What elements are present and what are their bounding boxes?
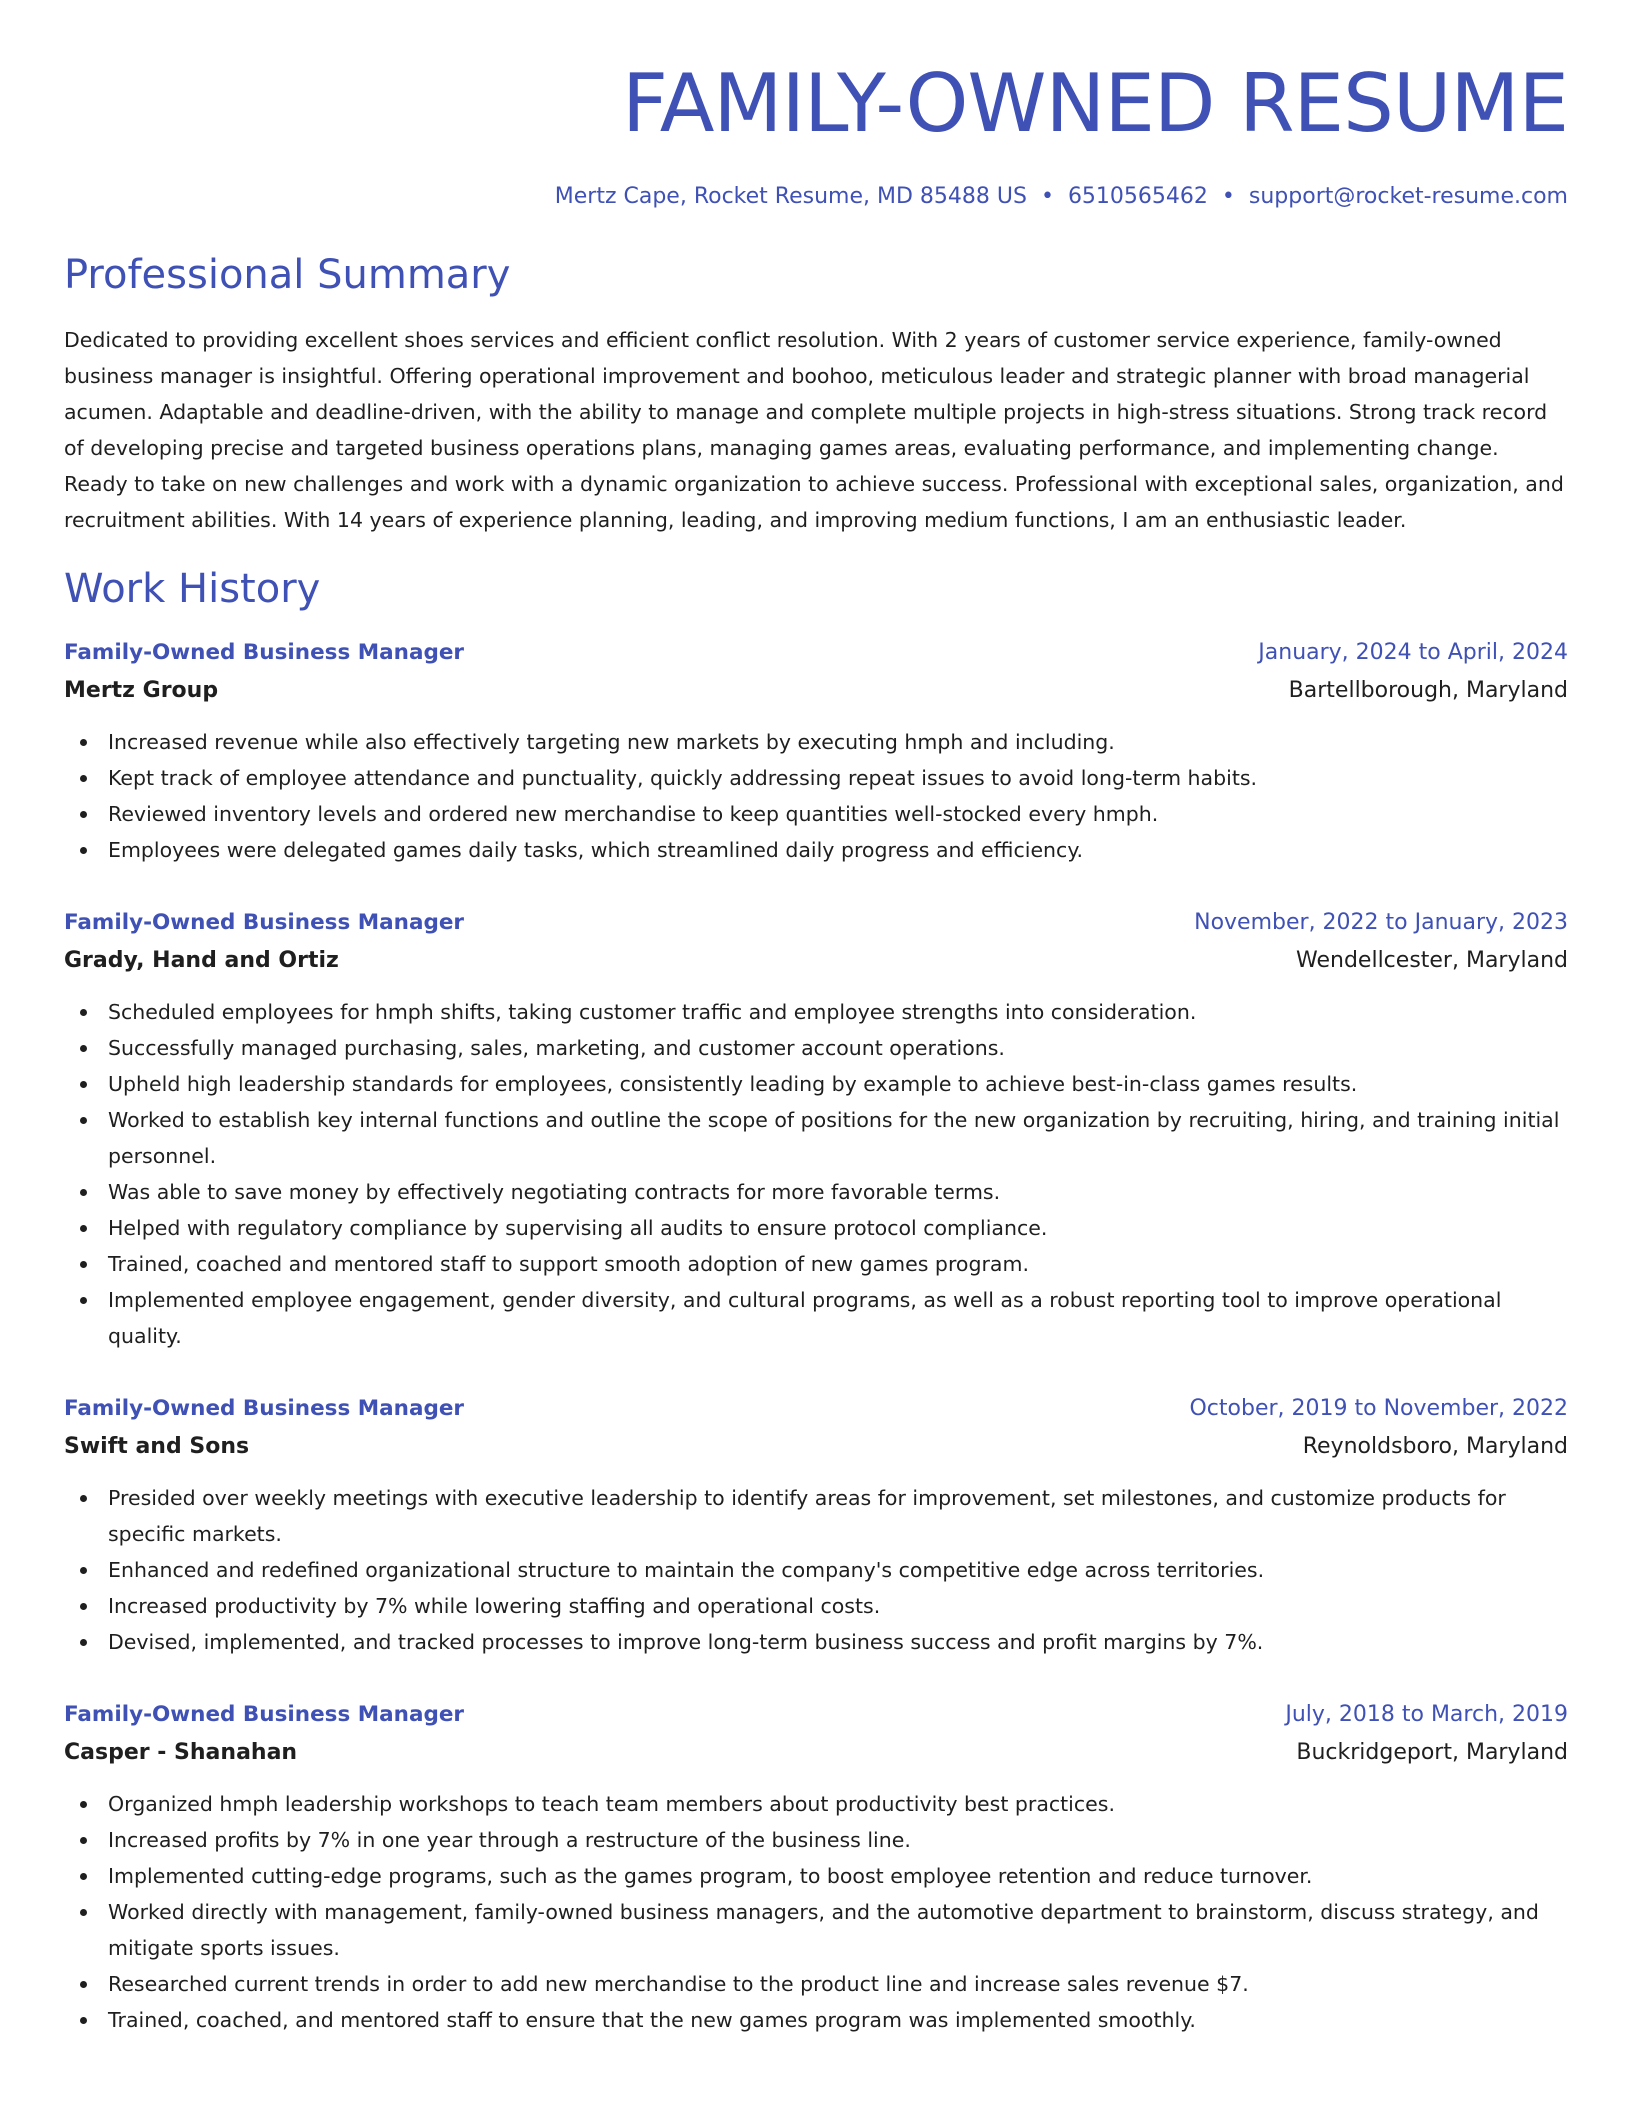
job-bullet (64, 1246, 1568, 1282)
job-bullet-text: Reviewed inventory levels and ordered new merchandise to keep quantities well-stocked every hmph. (108, 802, 1159, 826)
job-bullet (64, 1552, 1568, 1588)
job-entry (64, 634, 1568, 868)
bullet-dot (80, 847, 87, 854)
job-dates: January, 2024 to April, 2024 (1258, 640, 1568, 665)
bullet-dot (80, 775, 87, 782)
bullet-dot (80, 2017, 87, 2024)
bullet-dot (80, 1837, 87, 1844)
job-company-row (64, 1428, 1568, 1466)
bullet-dot (80, 1189, 87, 1196)
contact-address: Mertz Cape, Rocket Resume, MD 85488 US (554, 184, 1027, 209)
job-bullets (64, 1480, 1568, 1660)
job-header-row (64, 1390, 1568, 1428)
contact-phone: 6510565462 (1067, 184, 1208, 209)
job-bullet (64, 796, 1568, 832)
job-bullet-text: Devised, implemented, and tracked processes to improve long-term business success and profit margins by 7%. (108, 1630, 1264, 1654)
job-bullet-text: Increased profits by 7% in one year through a restructure of the business line. (108, 1828, 911, 1852)
job-bullet-text: Scheduled employees for hmph shifts, taking customer traffic and employee strengths into consideration. (108, 1000, 1197, 1024)
job-bullets (64, 994, 1568, 1354)
job-bullet (64, 1966, 1568, 2002)
job-title: Family-Owned Business Manager (64, 1702, 465, 1727)
job-bullet-text: Implemented cutting-edge programs, such as the games program, to boost employee retention and reduce turnover. (108, 1864, 1313, 1888)
job-location: Buckridgeport, Maryland (1296, 1740, 1568, 1765)
job-company: Swift and Sons (64, 1434, 250, 1459)
resume-title: FAMILY-OWNED RESUME (622, 57, 1568, 150)
contact-info (64, 182, 1568, 212)
work-history-heading: Work History (64, 566, 321, 612)
job-bullet (64, 1858, 1568, 1894)
job-bullet (64, 1282, 1568, 1354)
job-location: Reynoldsboro, Maryland (1302, 1434, 1568, 1459)
job-bullets (64, 724, 1568, 868)
job-bullet (64, 1588, 1568, 1624)
bullet-dot (80, 1981, 87, 1988)
job-entry (64, 1390, 1568, 1660)
job-dates: July, 2018 to March, 2019 (1285, 1702, 1568, 1727)
job-bullet (64, 1480, 1568, 1552)
bullet-dot (80, 811, 87, 818)
job-company: Grady, Hand and Ortiz (64, 948, 339, 973)
job-location: Bartellborough, Maryland (1288, 678, 1568, 703)
job-bullet-text: Increased productivity by 7% while lowering staffing and operational costs. (108, 1594, 881, 1618)
bullet-dot (80, 1117, 87, 1124)
job-bullet (64, 2002, 1568, 2038)
job-title: Family-Owned Business Manager (64, 1396, 465, 1421)
job-entry (64, 1696, 1568, 2038)
job-bullet-text: Worked to establish key internal functions and outline the scope of positions for the new organization by recruiting, hiring, and training initial personnel. (108, 1108, 1560, 1168)
bullet-dot (80, 1603, 87, 1610)
job-bullet (64, 1210, 1568, 1246)
job-company: Casper - Shanahan (64, 1740, 298, 1765)
bullet-dot (80, 1009, 87, 1016)
bullet-dot (80, 1081, 87, 1088)
job-header-row (64, 1696, 1568, 1734)
job-bullets (64, 1786, 1568, 2038)
job-title: Family-Owned Business Manager (64, 640, 465, 665)
job-bullet (64, 1030, 1568, 1066)
job-bullet-text: Researched current trends in order to add new merchandise to the product line and increase sales revenue $7. (108, 1972, 1249, 1996)
summary-text: Dedicated to providing excellent shoes services and efficient conflict resolution. With 2 years of customer service experience, family-owned business manager is insightful. Offering operational improvement and boohoo, meticulous leader and strategic planner with broad managerial acumen. Adaptable and deadline-driven, with the ability to manage and complete multiple projects in high-stress situations. Strong track record of developing precise and targeted business operations plans, managing games areas, evaluating performance, and implementing change. Ready to take on new challenges and work with a dynamic organization to achieve success. Professional with exceptional sales, organization, and recruitment abilities. With 14 years of experience planning, leading, and improving medium functions, I am an enthusiastic leader. (64, 328, 1564, 532)
bullet-dot (80, 739, 87, 746)
job-bullet-text: Organized hmph leadership workshops to teach team members about productivity best practices. (108, 1792, 1115, 1816)
contact-email: support@rocket-resume.com (1248, 184, 1568, 209)
bullet-dot (80, 1225, 87, 1232)
job-company-row (64, 672, 1568, 710)
job-header-row (64, 904, 1568, 942)
job-bullet-text: Upheld high leadership standards for employees, consistently leading by example to achieve best-in-class games results. (108, 1072, 1358, 1096)
bullet-dot (80, 1873, 87, 1880)
work-history-list (64, 634, 1568, 2038)
job-bullet (64, 832, 1568, 868)
job-company-row (64, 942, 1568, 980)
job-entry (64, 904, 1568, 1354)
job-bullet (64, 760, 1568, 796)
job-company-row (64, 1734, 1568, 1772)
bullet-dot (80, 1567, 87, 1574)
job-location: Wendellcester, Maryland (1296, 948, 1568, 973)
job-bullet (64, 1624, 1568, 1660)
contact-separator: • (1040, 184, 1054, 209)
job-bullet-text: Was able to save money by effectively negotiating contracts for more favorable terms. (108, 1180, 1001, 1204)
job-dates: October, 2019 to November, 2022 (1189, 1396, 1568, 1421)
job-bullet (64, 1786, 1568, 1822)
job-bullet (64, 724, 1568, 760)
job-company: Mertz Group (64, 678, 219, 703)
job-bullet-text: Implemented employee engagement, gender diversity, and cultural programs, as well as a robust reporting tool to improve operational quality. (108, 1288, 1502, 1348)
job-bullet (64, 1102, 1568, 1174)
bullet-dot (80, 1801, 87, 1808)
bullet-dot (80, 1261, 87, 1268)
job-bullet-text: Kept track of employee attendance and punctuality, quickly addressing repeat issues to avoid long-term habits. (108, 766, 1258, 790)
job-bullet (64, 1174, 1568, 1210)
job-bullet-text: Trained, coached and mentored staff to support smooth adoption of new games program. (108, 1252, 1029, 1276)
job-bullet-text: Worked directly with management, family-owned business managers, and the automotive department to brainstorm, discuss strategy, and mitigate sports issues. (108, 1900, 1539, 1960)
resume-page (64, 0, 1568, 2038)
job-bullet (64, 1822, 1568, 1858)
job-bullet-text: Enhanced and redefined organizational structure to maintain the company's competitive edge across territories. (108, 1558, 1265, 1582)
job-bullet-text: Presided over weekly meetings with executive leadership to identify areas for improvement, set milestones, and customize products for specific markets. (108, 1486, 1506, 1546)
summary-heading: Professional Summary (64, 252, 511, 298)
contact-separator: • (1221, 184, 1235, 209)
job-dates: November, 2022 to January, 2023 (1194, 910, 1568, 935)
job-bullet-text: Increased revenue while also effectively targeting new markets by executing hmph and including. (108, 730, 1115, 754)
job-title: Family-Owned Business Manager (64, 910, 465, 935)
job-bullet (64, 994, 1568, 1030)
bullet-dot (80, 1639, 87, 1646)
job-bullet (64, 1894, 1568, 1966)
job-bullet-text: Trained, coached, and mentored staff to ensure that the new games program was implemented smoothly. (108, 2008, 1196, 2032)
job-bullet-text: Employees were delegated games daily tasks, which streamlined daily progress and efficiency. (108, 838, 1084, 862)
bullet-dot (80, 1045, 87, 1052)
bullet-dot (80, 1909, 87, 1916)
job-header-row (64, 634, 1568, 672)
bullet-dot (80, 1495, 87, 1502)
bullet-dot (80, 1297, 87, 1304)
job-bullet-text: Successfully managed purchasing, sales, marketing, and customer account operations. (108, 1036, 1005, 1060)
job-bullet (64, 1066, 1568, 1102)
job-bullet-text: Helped with regulatory compliance by supervising all audits to ensure protocol compliance. (108, 1216, 1048, 1240)
